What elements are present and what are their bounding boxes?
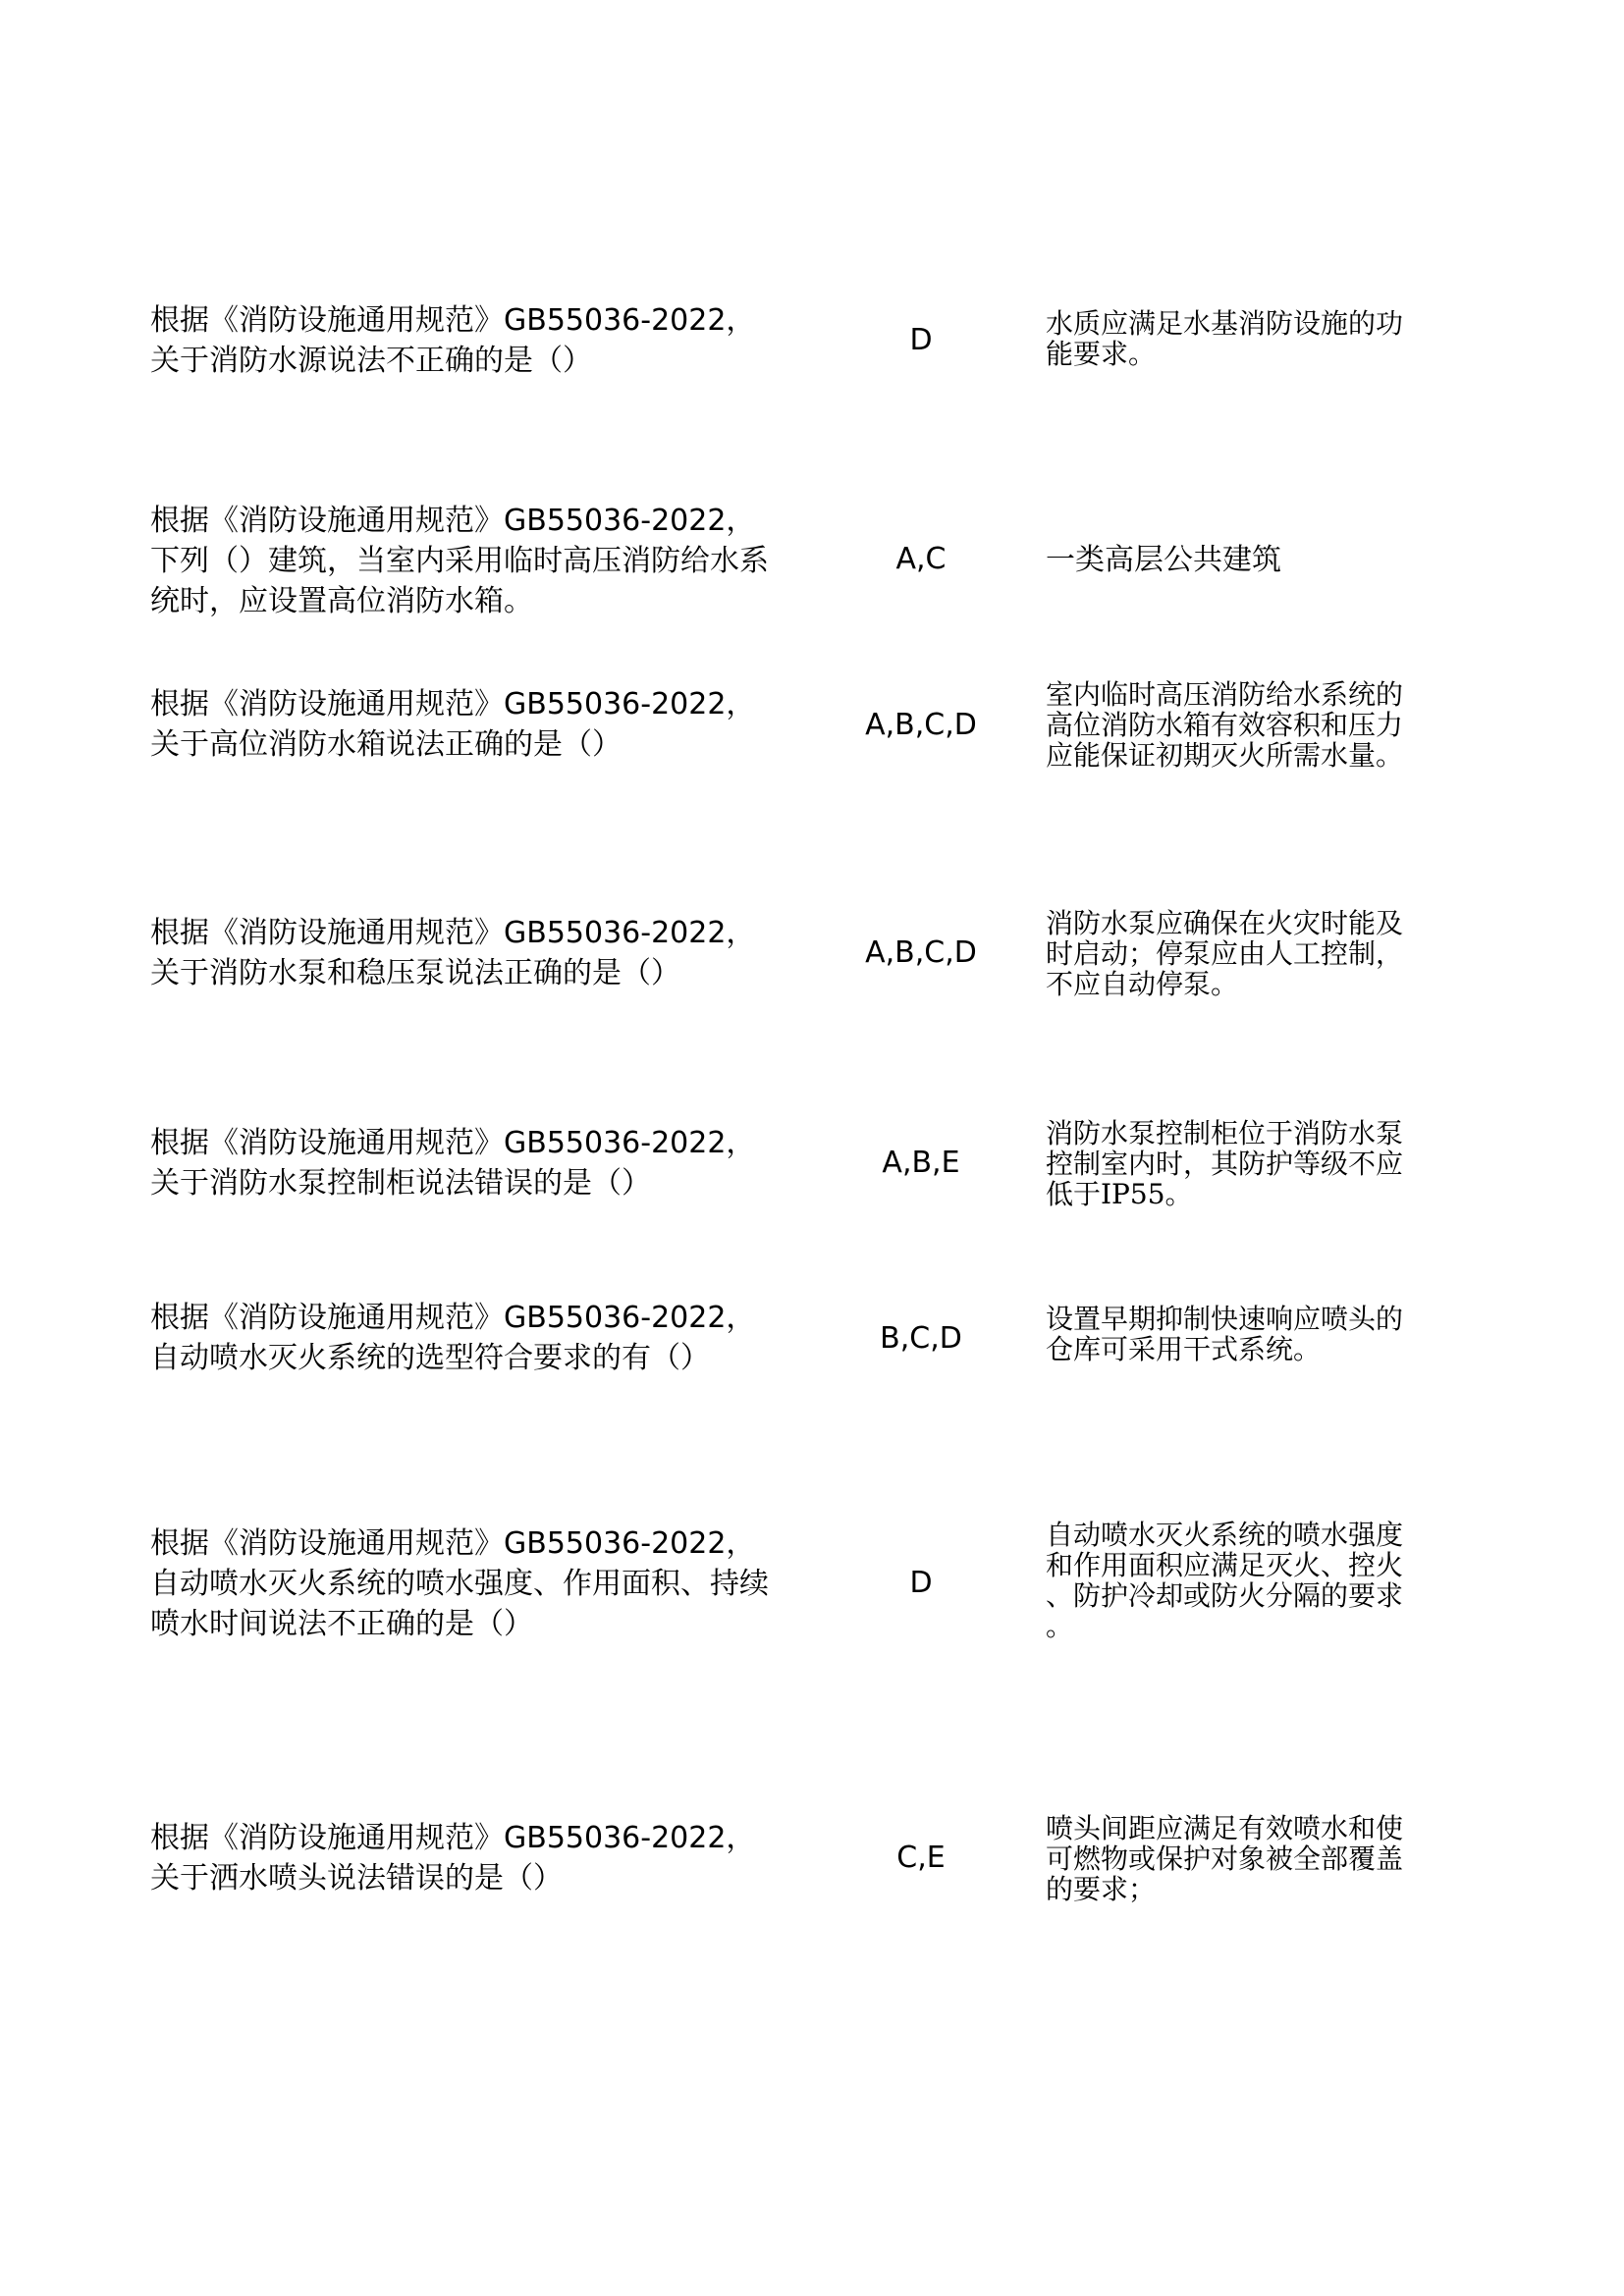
explanation-text: 消防水泵控制柜位于消防水泵 控制室内时，其防护等级不应 低于IP55。 xyxy=(1046,1117,1404,1210)
answer-text: B,C,D xyxy=(880,1321,962,1356)
question-text: 根据《消防设施通用规范》GB55036-2022， 下列（）建筑，当室内采用临时高压消防给水系 统时，应设置高位消防水箱。 xyxy=(150,504,769,618)
question-text: 根据《消防设施通用规范》GB55036-2022， 关于消防水源说法不正确的是（） xyxy=(150,303,756,378)
explanation-text: 一类高层公共建筑 xyxy=(1046,543,1281,577)
answer-text: A,B,C,D xyxy=(865,935,977,970)
answer-text: A,B,E xyxy=(882,1146,960,1180)
explanation-text: 室内临时高压消防给水系统的 高位消防水箱有效容积和压力 应能保证初期灭火所需水量。 xyxy=(1046,678,1404,772)
explanation-text: 喷头间距应满足有效喷水和使 可燃物或保护对象被全部覆盖 的要求； xyxy=(1046,1812,1404,1905)
explanation-text: 自动喷水灭火系统的喷水强度 和作用面积应满足灭火、控火 、防护冷却或防火分隔的要求 。 xyxy=(1046,1519,1404,1642)
explanation-text: 设置早期抑制快速响应喷头的 仓库可采用干式系统。 xyxy=(1046,1303,1404,1365)
question-text: 根据《消防设施通用规范》GB55036-2022， 关于消防水泵和稳压泵说法正确的是（） xyxy=(150,916,756,990)
question-text: 根据《消防设施通用规范》GB55036-2022， 关于高位消防水箱说法正确的是（） xyxy=(150,687,756,762)
explanation-text: 消防水泵应确保在火灾时能及 时启动；停泵应由人工控制， 不应自动停泵。 xyxy=(1046,907,1404,1000)
question-text: 根据《消防设施通用规范》GB55036-2022， 关于消防水泵控制柜说法错误的是（） xyxy=(150,1126,756,1201)
question-text: 根据《消防设施通用规范》GB55036-2022， 自动喷水灭火系统的喷水强度、作用面积、持续 喷水时间说法不正确的是（） xyxy=(150,1526,769,1641)
explanation-text: 水质应满足水基消防设施的功 能要求。 xyxy=(1046,307,1404,370)
answer-text: A,C xyxy=(895,542,947,576)
answer-text: D xyxy=(909,323,933,357)
question-text: 根据《消防设施通用规范》GB55036-2022， 自动喷水灭火系统的选型符合要求的有（） xyxy=(150,1301,756,1375)
question-text: 根据《消防设施通用规范》GB55036-2022， 关于洒水喷头说法错误的是（） xyxy=(150,1821,756,1896)
answer-text: D xyxy=(909,1566,933,1600)
answer-text: C,E xyxy=(896,1841,946,1875)
answer-text: A,B,C,D xyxy=(865,708,977,742)
